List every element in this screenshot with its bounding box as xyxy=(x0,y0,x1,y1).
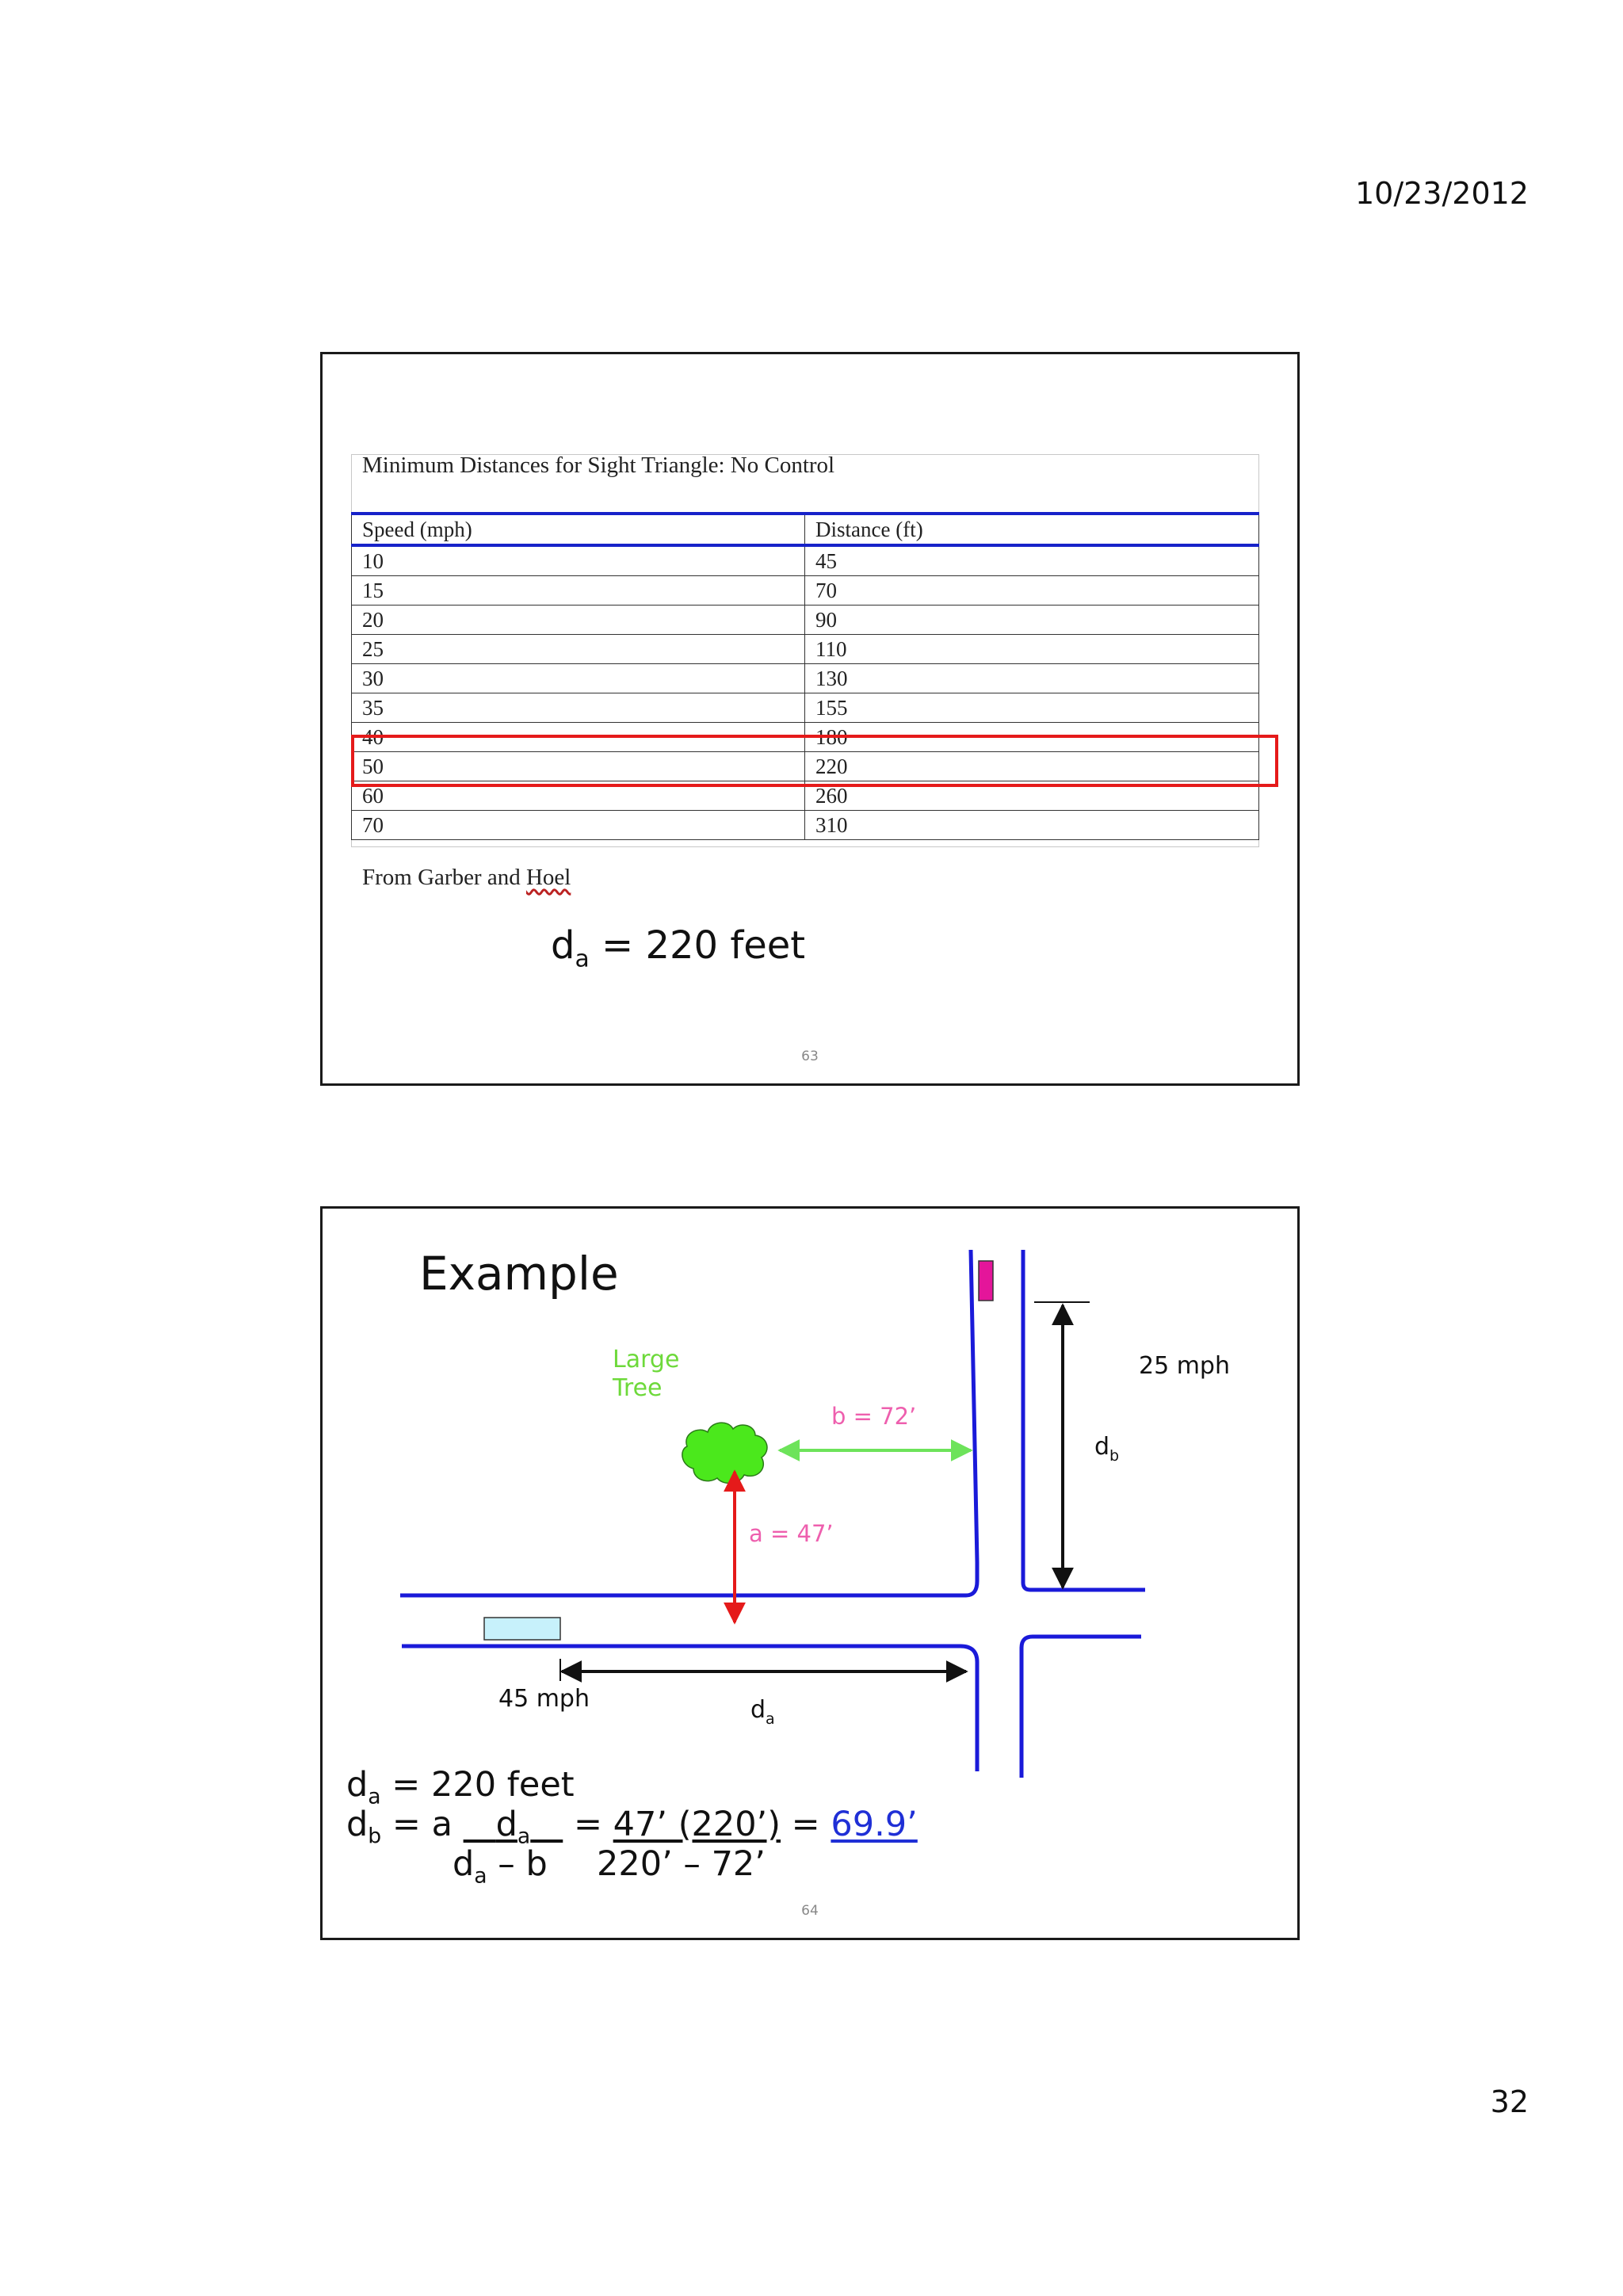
formula-denominator: $d_a$ – b xyxy=(453,1844,548,1889)
cell-distance: 45 xyxy=(805,545,1259,576)
db-label: $d_b$ xyxy=(1094,1433,1120,1465)
slide-title: Example xyxy=(419,1247,619,1301)
da-var: d xyxy=(551,923,575,968)
road-edge-sw xyxy=(402,1646,977,1771)
tree-label-tree: Tree xyxy=(613,1374,663,1402)
formula-numeric-denominator: 220’ – 72’ xyxy=(597,1844,766,1884)
highlight-row-50 xyxy=(351,735,1278,787)
cell-speed: 15 xyxy=(352,576,805,606)
cell-speed: 30 xyxy=(352,664,805,693)
tree-label-large: Large xyxy=(613,1346,680,1373)
table-row xyxy=(352,606,1259,635)
table-caption: Minimum Distances for Sight Triangle: No Control xyxy=(362,453,835,478)
cell-distance: 130 xyxy=(805,664,1259,693)
slide-number: 63 xyxy=(801,1049,819,1064)
cell-speed: 35 xyxy=(352,693,805,723)
answer-value: 69.9’ xyxy=(831,1805,918,1844)
cell-distance: 110 xyxy=(805,635,1259,664)
cell-distance: 260 xyxy=(805,781,1259,811)
da-value: = 220 feet xyxy=(589,923,806,968)
car-top xyxy=(979,1261,993,1301)
da-sub: a xyxy=(575,945,590,973)
page-number: 32 xyxy=(1490,2084,1529,2119)
cell-distance: 220 xyxy=(805,752,1259,781)
page-date: 10/23/2012 xyxy=(1354,176,1529,211)
cell-speed: 20 xyxy=(352,606,805,635)
cell-distance: 155 xyxy=(805,693,1259,723)
table-row xyxy=(352,811,1259,840)
cell-distance: 90 xyxy=(805,606,1259,635)
sight-distance-table xyxy=(351,512,1259,840)
formula-da: $d_a = 220$ feet xyxy=(346,1765,575,1809)
speed-top-label: 25 mph xyxy=(1139,1352,1230,1380)
source-author: Hoel xyxy=(525,865,571,890)
cell-distance: 180 xyxy=(805,723,1259,752)
table-row xyxy=(352,664,1259,693)
cell-speed: 25 xyxy=(352,635,805,664)
cell-speed: 40 xyxy=(352,723,805,752)
speed-bottom-label: 45 mph xyxy=(498,1685,590,1713)
table-row xyxy=(352,693,1259,723)
header-distance: Distance (ft) xyxy=(805,514,1259,545)
road-edge-ne xyxy=(1023,1250,1145,1590)
slide-number: 64 xyxy=(801,1903,819,1919)
cell-distance: 70 xyxy=(805,576,1259,606)
slide-64 xyxy=(320,1206,1300,1940)
table-header-row xyxy=(352,514,1259,545)
slide-63 xyxy=(320,352,1300,1086)
cell-speed: 60 xyxy=(352,781,805,811)
cell-speed: 10 xyxy=(352,545,805,576)
source-prefix: From Garber and xyxy=(362,865,526,890)
cell-speed: 50 xyxy=(352,752,805,781)
b-label: b = 72’ xyxy=(831,1403,917,1430)
a-label: a = 47’ xyxy=(749,1520,834,1547)
formula-db: $d_b = a$ $d_a$ = 47’ (220’) = 69.9’ xyxy=(346,1805,918,1849)
car-bottom xyxy=(484,1618,560,1640)
header-speed: Speed (mph) xyxy=(352,514,805,545)
cell-distance: 310 xyxy=(805,811,1259,840)
source-note xyxy=(362,865,571,891)
cell-speed: 70 xyxy=(352,811,805,840)
da-label: $d_a$ xyxy=(750,1696,775,1728)
road-edge-se xyxy=(1022,1637,1141,1778)
table-row xyxy=(352,635,1259,664)
table-row xyxy=(352,576,1259,606)
da-result xyxy=(551,923,805,972)
table-row xyxy=(352,545,1259,576)
tree-icon xyxy=(682,1423,767,1483)
